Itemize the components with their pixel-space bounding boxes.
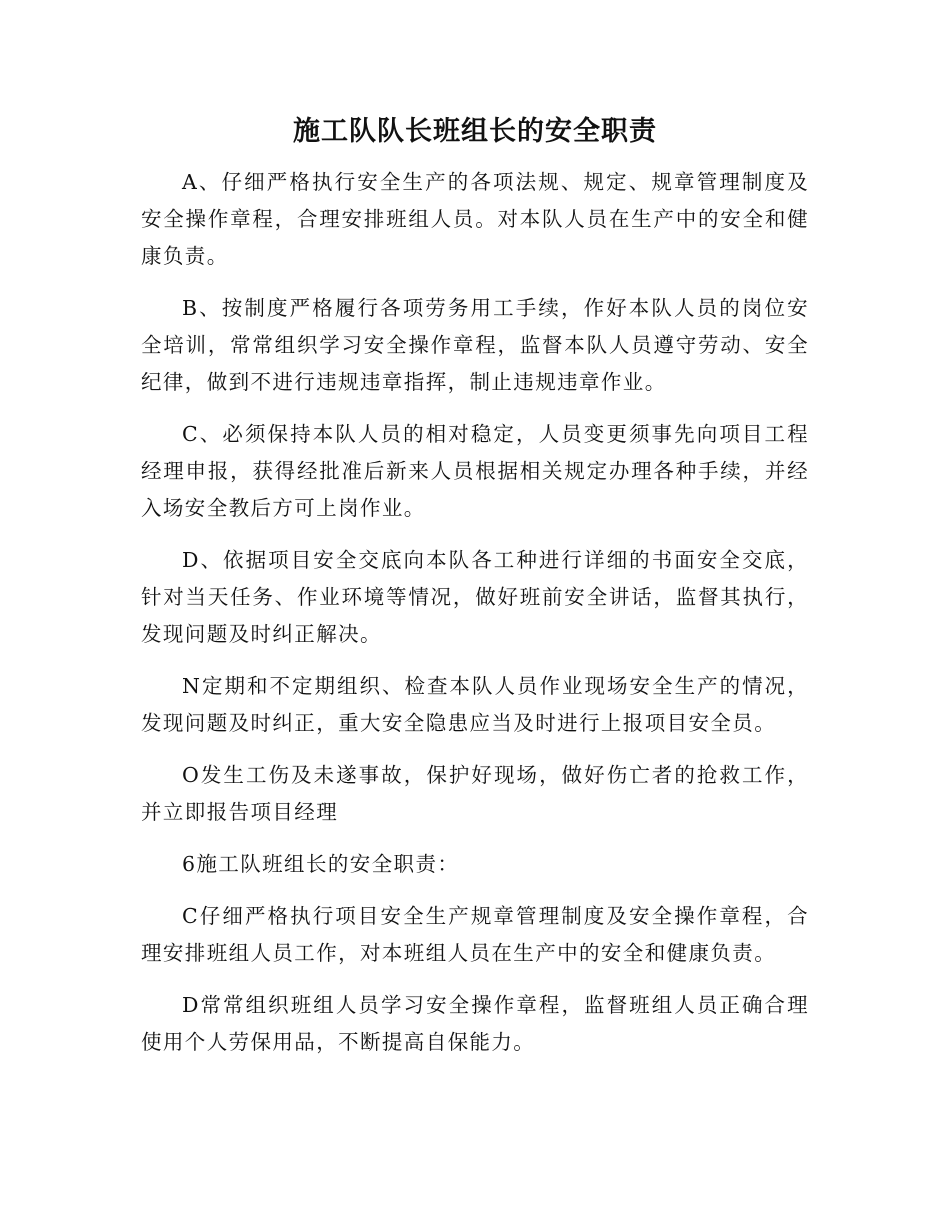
paragraph-c2: C仔细严格执行项目安全生产规章管理制度及安全操作章程，合理安排班组人员工作，对本班组人员在生产中的安全和健康负责。: [141, 904, 809, 965]
paragraph-b: B、按制度严格履行各项劳务用工手续，作好本队人员的岗位安全培训，常常组织学习安全操作章程，监督本队人员遵守劳动、安全纪律，做到不进行违规违章指挥，制止违规违章作业。: [141, 296, 809, 394]
paragraph-o: O发生工伤及未遂事故，保护好现场，做好伤亡者的抢救工作，并立即报告项目经理: [141, 763, 809, 824]
section-heading-6: 6施工队班组长的安全职责：: [182, 852, 460, 876]
paragraph-d: D、依据项目安全交底向本队各工种进行详细的书面安全交底，针对当天任务、作业环境等情况，做好班前安全讲话，监督其执行，发现问题及时纠正解决。: [141, 548, 809, 646]
document-page: [141, 110, 809, 1076]
paragraph-a: A、仔细严格执行安全生产的各项法规、规定、规章管理制度及安全操作章程，合理安排班组人员。对本队人员在生产中的安全和健康负责。: [141, 170, 809, 268]
document-title: 施工队队长班组长的安全职责: [293, 116, 657, 147]
paragraph-n: N定期和不定期组织、检查本队人员作业现场安全生产的情况，发现问题及时纠正，重大安全隐患应当及时进行上报项目安全员。: [141, 674, 809, 735]
paragraph-d2: D常常组织班组人员学习安全操作章程，监督班组人员正确合理使用个人劳保用品，不断提高自保能力。: [141, 993, 809, 1054]
paragraph-c: C、必须保持本队人员的相对稳定，人员变更须事先向项目工程经理申报，获得经批准后新来人员根据相关规定办理各种手续，并经入场安全教后方可上岗作业。: [141, 422, 809, 520]
